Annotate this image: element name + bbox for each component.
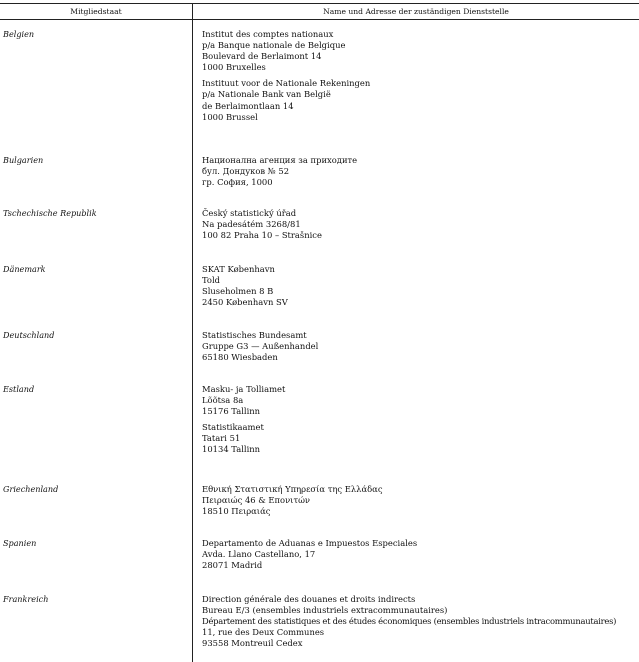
member-state: Bulgarien [3,155,44,165]
address-block [202,484,639,517]
address-line: бул. Дондуков № 52 [202,166,290,177]
member-state: Deutschland [3,330,55,340]
address-line: Direction générale des douanes et droits indirects [202,594,416,604]
table-header [0,3,639,20]
authority-address [202,29,639,128]
member-state: Spanien [3,538,37,548]
address-line: 65180 Wiesbaden [202,352,278,363]
header-authority-address: Name und Adresse der zuständigen Dienststelle [323,7,509,16]
address-line: p/a Banque nationale de Belgique [202,40,346,51]
address-line: 1000 Brussel [202,111,258,122]
member-state: Frankreich [3,594,49,604]
member-state: Belgien [3,29,35,39]
address-line: Told [202,275,221,286]
address-line: Εθνική Στατιστική Υπηρεσία της Ελλάδας [202,484,383,494]
address-line: Boulevard de Berlaimont 14 [202,51,322,62]
address-line: 93558 Montreuil Cedex [202,638,303,649]
header-member-state: Mitgliedstaat [70,7,122,16]
address-line: Bureau E/3 (ensembles industriels extracommunautaires) [202,605,448,616]
member-state: Griechenland [3,484,59,494]
address-block [202,538,639,571]
member-state: Estland [3,384,35,394]
address-line: Statistikaamet [202,422,264,433]
authority-address [202,208,639,246]
address-line: Πειραιώς 46 & Επονιτών [202,495,310,506]
address-line: Gruppe G3 — Außenhandel [202,341,319,352]
authority-address [202,330,639,368]
address-line: SKAT København [202,264,275,274]
address-line: Departamento de Aduanas e Impuestos Especiales [202,538,418,548]
member-state: Dänemark [3,264,46,274]
address-line: Český statistický úřad [202,208,297,218]
address-line: p/a Nationale Bank van België [202,89,331,100]
address-line: de Berlaimontlaan 14 [202,100,294,111]
address-block [202,594,639,649]
authority-address [202,538,639,576]
address-line: гр. София, 1000 [202,177,273,188]
address-block [202,155,639,188]
address-line: 1000 Bruxelles [202,62,266,73]
address-block [202,330,639,363]
address-line: Tatari 51 [202,433,241,444]
address-line: 100 82 Praha 10 – Strašnice [202,230,322,241]
address-line: Avda. Llano Castellano, 17 [202,549,316,560]
authority-address [202,155,639,193]
address-block [202,208,639,241]
address-line: Institut des comptes nationaux [202,29,334,39]
address-line: Sluseholmen 8 B [202,286,274,297]
address-line: Национална агенция за приходите [202,155,358,165]
address-block [202,264,639,308]
authority-address [202,264,639,313]
authority-address [202,594,639,654]
address-line: 11, rue des Deux Communes [202,627,325,638]
address-line: Masku- ja Tolliamet [202,384,286,394]
authority-address [202,384,639,461]
address-line: 10134 Tallinn [202,444,261,455]
address-line: 18510 Πειραιάς [202,506,271,517]
address-line: 15176 Tallinn [202,406,261,417]
address-block [202,29,639,73]
address-line: 2450 København SV [202,297,288,308]
address-block [202,384,639,417]
address-block [202,422,639,455]
authority-address [202,484,639,522]
column-divider [192,3,193,662]
address-line: Département des statistiques et des études économiques (ensembles industriels intracommunautaires) [202,616,617,627]
address-line: Statistisches Bundesamt [202,330,307,340]
address-line: Na padesátém 3268/81 [202,219,301,230]
address-line: Lõõtsa 8a [202,395,244,406]
member-state: Tschechische Republik [3,208,97,218]
address-line: Instituut voor de Nationale Rekeningen [202,78,371,89]
address-block [202,78,639,122]
address-line: 28071 Madrid [202,560,263,571]
